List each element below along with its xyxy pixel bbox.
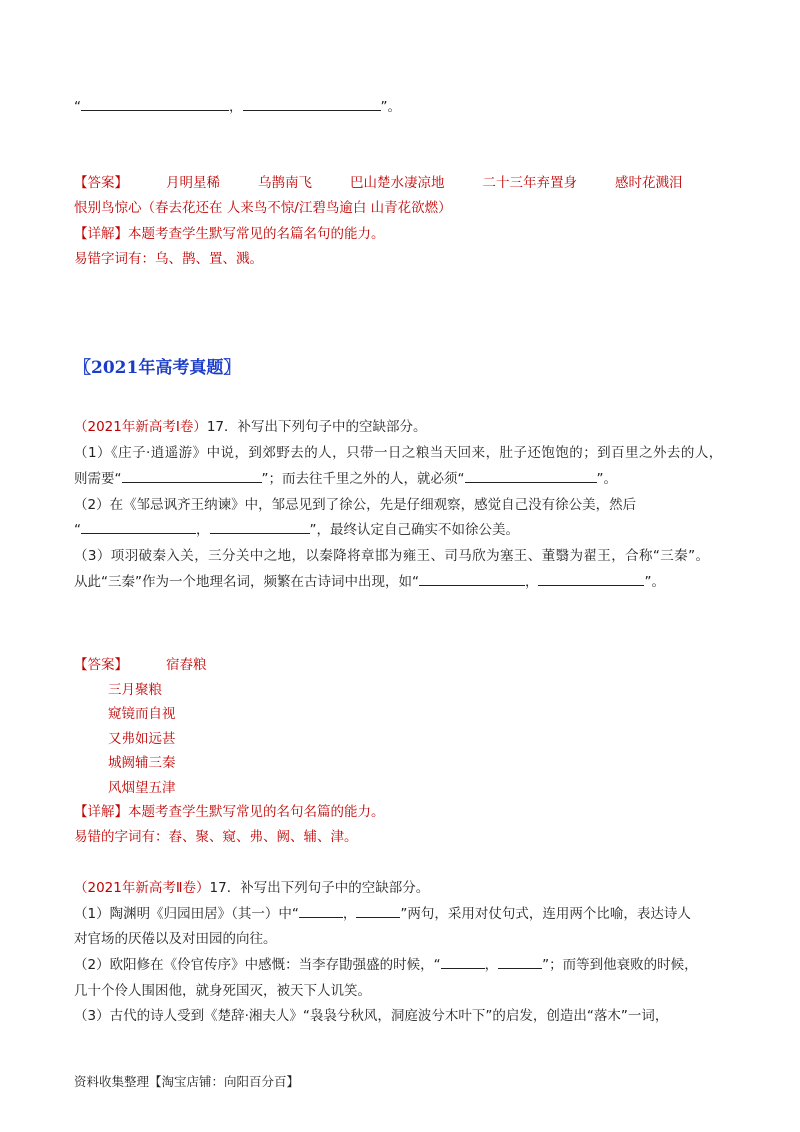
close-quote: ”。	[380, 99, 401, 115]
detail-label: 【详解】	[74, 804, 128, 820]
page-footer: 资料收集整理【淘宝店铺：向阳百分百】	[74, 1074, 300, 1089]
question-source: （2021年新高考Ⅰ卷）	[74, 419, 207, 435]
text-segment: “	[74, 522, 81, 538]
q1-p3-line2	[74, 573, 665, 591]
q1-p1-line2	[74, 470, 617, 488]
text-segment: （2）欧阳修在《伶官传序》中感慨：当李存勖强盛的时候，“	[74, 957, 441, 973]
section-heading: 〖2021年高考真题〗	[74, 358, 241, 378]
answer-item: 风烟望五津	[108, 780, 176, 796]
answer-item: 感时花溅泪	[615, 175, 683, 191]
detail-line	[74, 225, 385, 243]
text-segment: 则需要“	[74, 471, 122, 487]
blank	[419, 573, 525, 586]
q1-p3-line1: （3）项羽破秦入关，三分关中之地，以秦降将章邯为雍王、司马欣为塞王、董翳为翟王，合称“三秦”。	[74, 548, 710, 564]
detail-label: 【详解】	[74, 226, 128, 242]
answer-item: 宿舂粮	[166, 657, 207, 673]
text-segment: ”。	[644, 574, 665, 590]
q2-p3-line1: （3）古代的诗人受到《楚辞·湘夫人》“袅袅兮秋风，洞庭波兮木叶下”的启发，创造出“落木”一词，	[74, 1008, 669, 1024]
answer-item: 巴山楚水凄凉地	[350, 175, 445, 191]
text-segment: ，	[524, 574, 539, 590]
question-source: （2021年新高考Ⅱ卷）	[74, 880, 210, 896]
text-segment: （1）陶渊明《归园田居》（其一）中“	[74, 906, 299, 922]
q1-p1-line1: （1）《庄子·逍遥游》中说，到郊野去的人，只带一日之粮当天回来，肚子还饱饱的；到百里之外去的人，	[74, 445, 723, 461]
text-segment: ”；而去往千里之外的人，就必须“	[261, 471, 465, 487]
answer-item: 二十三年弃置身	[482, 175, 577, 191]
blank	[81, 521, 196, 534]
answer-item: 月明星稀	[166, 175, 220, 191]
answer-item: 乌鹊南飞	[258, 175, 312, 191]
q2-p1-line1	[74, 905, 691, 923]
top-blank-line	[74, 98, 401, 116]
text-segment: ，	[196, 522, 210, 538]
answer-item: 城阙辅三秦	[108, 755, 176, 771]
q2-p1-line2: 对官场的厌倦以及对田园的向往。	[74, 931, 277, 947]
text-segment: 从此“三秦”作为一个地理名词，频繁在古诗词中出现，如“	[74, 574, 419, 590]
q1-p2-line1: （2）在《邹忌讽齐王纳谏》中，邹忌见到了徐公，先是仔细观察，感觉自己没有徐公美，然后	[74, 497, 637, 513]
question-header-2	[74, 879, 429, 897]
blank	[498, 956, 542, 969]
question-title: 17．补写出下列句子中的空缺部分。	[209, 880, 430, 896]
blank	[465, 470, 597, 483]
text-segment: ”，最终认定自己确实不如徐公美。	[309, 522, 519, 538]
question-title: 17．补写出下列句子中的空缺部分。	[206, 419, 427, 435]
answer-row-1	[74, 174, 683, 192]
answer-item: 三月聚粮	[108, 682, 162, 698]
detail-text: 本题考查学生默写常见的名篇名句的能力。	[128, 226, 385, 242]
detail-line	[74, 803, 385, 821]
typo-line: 易错字词有：乌、鹊、置、溅。	[74, 251, 263, 267]
detail-text: 本题考查学生默写常见的名句名篇的能力。	[128, 804, 385, 820]
text-segment: ”；而等到他衰败的时候，	[542, 957, 698, 973]
answer-item: 窥镜而自视	[108, 706, 176, 722]
text-segment: ”两句，采用对仗句式，连用两个比喻，表达诗人	[400, 906, 691, 922]
blank	[538, 573, 644, 586]
text-segment: ，	[484, 957, 499, 973]
open-quote: “	[74, 99, 81, 115]
q2-p2-line1	[74, 956, 698, 974]
blank	[243, 98, 381, 111]
blank	[356, 905, 400, 918]
answer-line-2: 恨别鸟惊心（春去花还在 人来鸟不惊/江碧鸟逾白 山青花欲燃）	[74, 200, 452, 216]
blank	[81, 98, 229, 111]
answer-label: 【答案】	[74, 175, 128, 191]
blank	[299, 905, 343, 918]
typo-line: 易错的字词有：舂、聚、窥、弗、阙、辅、津。	[74, 829, 358, 845]
blank	[441, 956, 485, 969]
text-segment: ”。	[596, 471, 617, 487]
separator: ，	[229, 99, 243, 115]
answer-item: 又弗如远甚	[108, 731, 176, 747]
q2-p2-line2: 几十个伶人围困他，就身死国灭，被天下人讥笑。	[74, 983, 371, 999]
blank	[122, 470, 262, 483]
q1-p2-line2	[74, 521, 519, 539]
blank	[210, 521, 310, 534]
text-segment: ，	[342, 906, 357, 922]
answer-row-2	[74, 656, 207, 674]
question-header-1	[74, 418, 427, 436]
answer-label: 【答案】	[74, 657, 128, 673]
